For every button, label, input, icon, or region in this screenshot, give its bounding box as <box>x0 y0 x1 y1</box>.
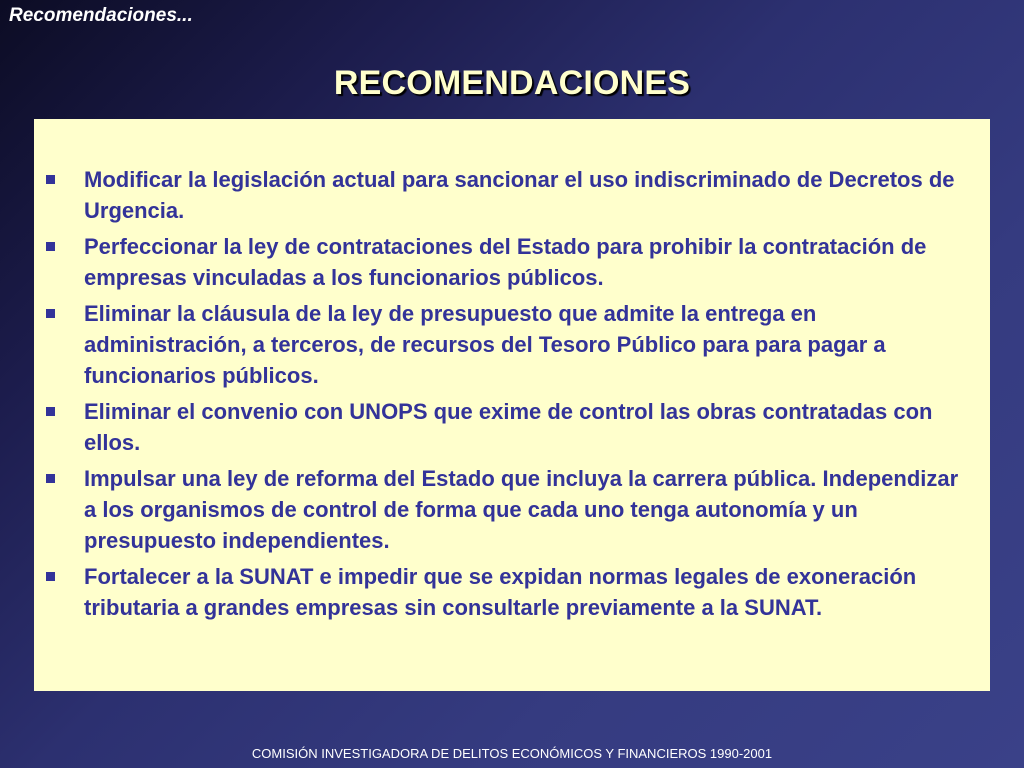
square-bullet-icon <box>46 242 55 251</box>
list-item-text: Perfeccionar la ley de contrataciones del Estado para prohibir la contratación de empresas vinculadas a los funcionarios públicos. <box>84 234 927 290</box>
footer-text: COMISIÓN INVESTIGADORA DE DELITOS ECONÓMICOS Y FINANCIEROS 1990-2001 <box>251 746 773 761</box>
square-bullet-icon <box>46 175 55 184</box>
section-label: Recomendaciones... <box>9 5 193 26</box>
square-bullet-icon <box>46 309 55 318</box>
content-panel <box>34 119 990 691</box>
list-item-text: Fortalecer a la SUNAT e impedir que se expidan normas legales de exoneración tributaria a grandes empresas sin consultarle previamente a la SUNAT. <box>84 564 917 620</box>
list-item <box>34 463 990 556</box>
square-bullet-icon <box>46 407 55 416</box>
list-item-text: Eliminar la cláusula de la ley de presupuesto que admite la entrega en administración, a terceros, de recursos del Tesoro Público para para pagar a funcionarios públicos. <box>84 301 886 388</box>
list-item <box>34 231 990 293</box>
list-item <box>34 164 990 226</box>
recommendation-list <box>34 164 990 628</box>
list-item-text: Impulsar una ley de reforma del Estado que incluya la carrera pública. Independizar a los organismos de control de forma que cada uno tenga autonomía y un presupuesto independientes. <box>84 466 959 553</box>
square-bullet-icon <box>46 572 55 581</box>
list-item-text: Eliminar el convenio con UNOPS que exime de control las obras contratadas con ellos. <box>84 399 933 455</box>
slide-title: RECOMENDACIONES <box>333 64 691 102</box>
square-bullet-icon <box>46 474 55 483</box>
list-item <box>34 561 990 623</box>
list-item <box>34 396 990 458</box>
list-item <box>34 298 990 391</box>
list-item-text: Modificar la legislación actual para sancionar el uso indiscriminado de Decretos de Urgencia. <box>84 167 955 223</box>
